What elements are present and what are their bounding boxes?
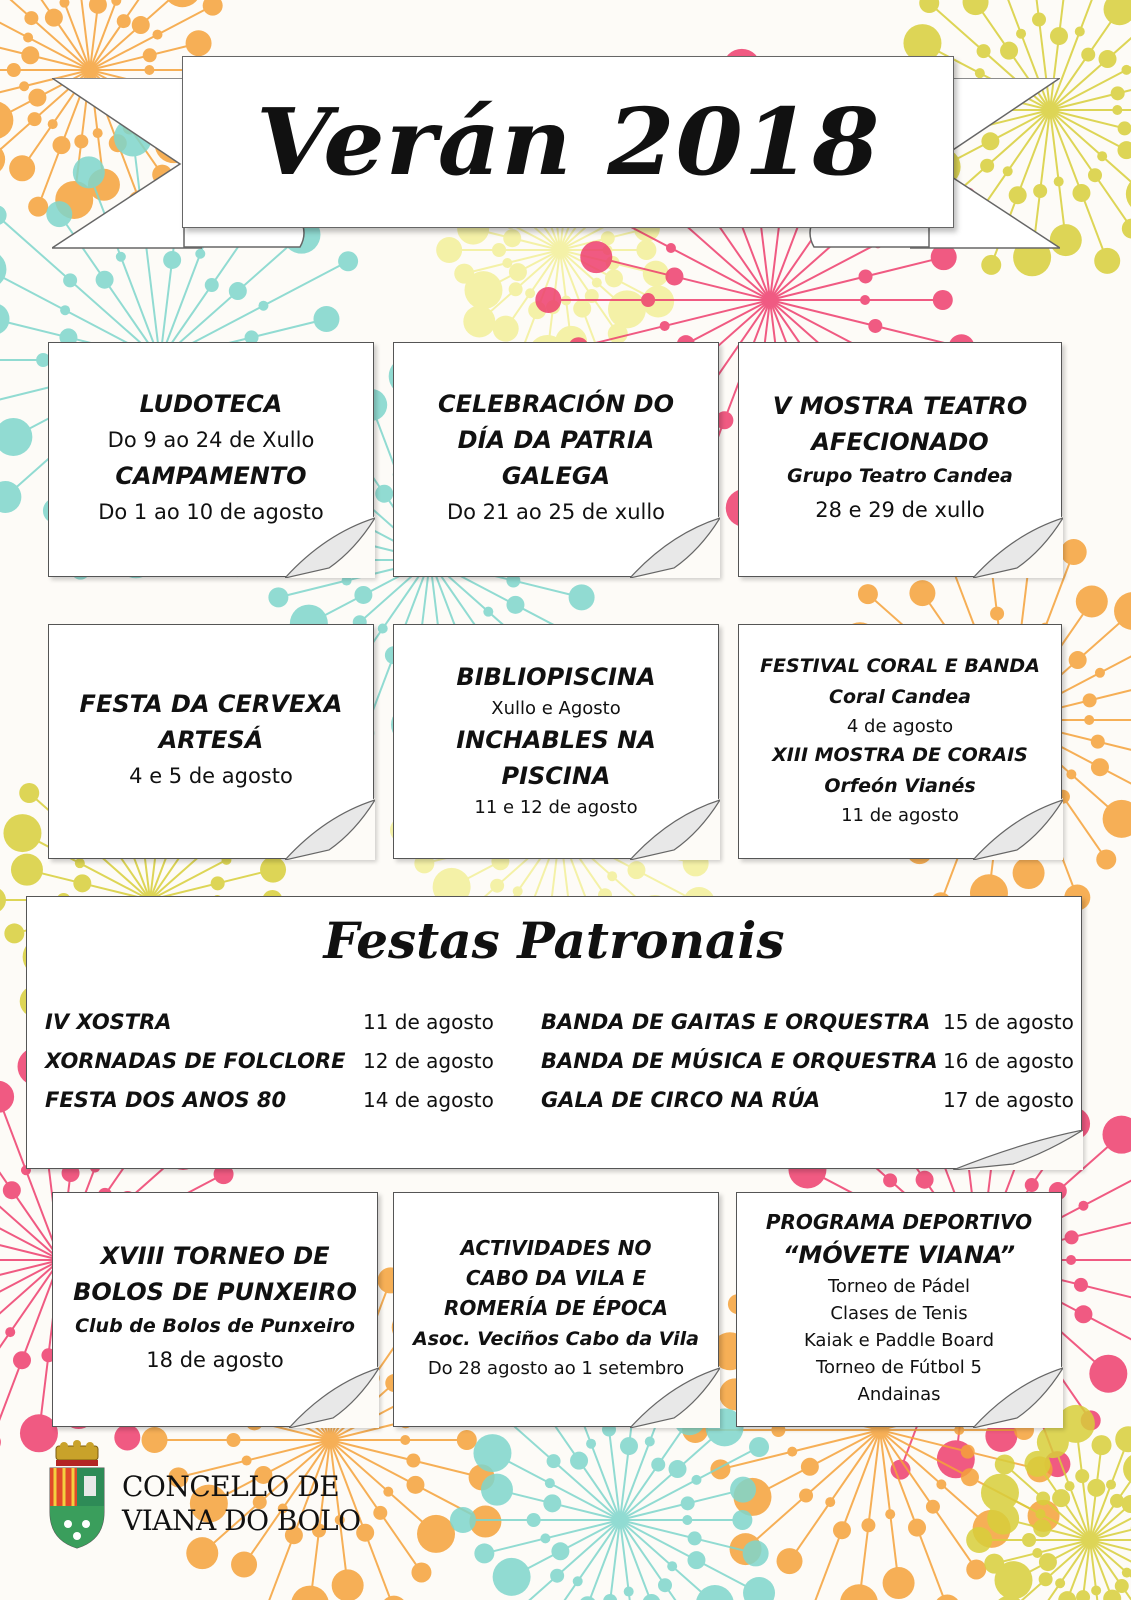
festa-date: 12 de agosto bbox=[363, 1049, 494, 1073]
card-detail: 4 e 5 de agosto bbox=[129, 763, 293, 788]
festa-date: 11 de agosto bbox=[363, 1010, 494, 1034]
festa-date: 17 de agosto bbox=[943, 1088, 1074, 1112]
event-card-cabo-da-vila bbox=[393, 1192, 719, 1427]
page-curl-icon bbox=[630, 516, 720, 578]
card-heading: DÍA DA PATRIA bbox=[457, 425, 655, 454]
organization-line-1: CONCELLO DE bbox=[122, 1470, 340, 1503]
card-heading: XVIII TORNEO DE bbox=[100, 1241, 330, 1270]
event-card-teatro bbox=[738, 342, 1062, 577]
festa-date-cell bbox=[943, 1003, 1074, 1041]
card-heading: ROMERÍA DE ÉPOCA bbox=[444, 1296, 668, 1320]
page-curl-icon bbox=[289, 1366, 379, 1428]
card-heading: BIBLIOPISCINA bbox=[456, 662, 656, 691]
card-detail: Do 28 agosto ao 1 setembro bbox=[427, 1358, 685, 1379]
card-detail: Clases de Tenis bbox=[830, 1303, 968, 1324]
event-card-movete-viana bbox=[736, 1192, 1062, 1427]
page-curl-icon bbox=[953, 1130, 1083, 1170]
page-curl-icon bbox=[973, 1366, 1063, 1428]
card-organizer: Club de Bolos de Punxeiro bbox=[75, 1314, 355, 1337]
title-banner bbox=[182, 56, 954, 228]
card-organizer: Coral Candea bbox=[829, 685, 971, 708]
card-organizer: Grupo Teatro Candea bbox=[787, 464, 1013, 487]
card-heading: “MÓVETE VIANA” bbox=[782, 1241, 1016, 1269]
card-heading: ACTIVIDADES NO bbox=[460, 1236, 652, 1260]
card-heading: V MOSTRA TEATRO bbox=[772, 391, 1028, 420]
festa-date-cell bbox=[363, 1003, 494, 1041]
festa-row bbox=[541, 1042, 938, 1080]
card-heading: CAMPAMENTO bbox=[115, 461, 307, 490]
card-detail: Do 1 ao 10 de agosto bbox=[98, 499, 324, 524]
festa-date: 14 de agosto bbox=[363, 1088, 494, 1112]
card-detail: Do 21 ao 25 de xullo bbox=[446, 499, 666, 524]
festa-date-cell bbox=[363, 1042, 494, 1080]
card-heading: PROGRAMA DEPORTIVO bbox=[765, 1210, 1033, 1234]
card-heading: GALEGA bbox=[501, 461, 611, 490]
event-card-cervexa bbox=[48, 624, 374, 859]
festa-date-cell bbox=[943, 1081, 1074, 1119]
festa-row bbox=[45, 1003, 172, 1041]
festa-date: 16 de agosto bbox=[943, 1049, 1074, 1073]
card-heading: CABO DA VILA E bbox=[465, 1266, 647, 1290]
card-detail: Do 9 ao 24 de Xullo bbox=[107, 427, 315, 452]
card-detail: Xullo e Agosto bbox=[491, 697, 621, 719]
festa-name: FESTA DOS ANOS 80 bbox=[45, 1088, 287, 1112]
card-detail: 11 de agosto bbox=[841, 804, 959, 826]
event-card-patria-galega bbox=[393, 342, 719, 577]
event-card-bolos bbox=[52, 1192, 378, 1427]
card-detail: 28 e 29 de xullo bbox=[815, 497, 985, 522]
card-heading: LUDOTECA bbox=[139, 389, 283, 418]
card-detail: 18 de agosto bbox=[146, 1347, 284, 1372]
card-heading: AFECIONADO bbox=[811, 427, 989, 456]
festa-date-cell bbox=[363, 1081, 494, 1119]
card-detail: Andainas bbox=[857, 1384, 941, 1405]
card-heading: FESTIVAL CORAL E BANDA bbox=[760, 654, 1040, 677]
festa-date: 15 de agosto bbox=[943, 1010, 1074, 1034]
festa-row bbox=[541, 1081, 820, 1119]
organization-line-2: VIANA DO BOLO bbox=[122, 1504, 361, 1537]
festas-patronais-panel bbox=[26, 896, 1082, 1169]
page-curl-icon bbox=[285, 516, 375, 578]
page-curl-icon bbox=[630, 798, 720, 860]
coat-of-arms-icon bbox=[46, 1440, 108, 1550]
banner-ribbon-left bbox=[52, 78, 202, 250]
card-detail: 11 e 12 de agosto bbox=[474, 796, 638, 818]
page-curl-icon bbox=[973, 798, 1063, 860]
event-card-bibliopiscina bbox=[393, 624, 719, 859]
page-curl-icon bbox=[285, 798, 375, 860]
card-detail: Kaiak e Paddle Board bbox=[803, 1330, 995, 1351]
event-card-festival-coral bbox=[738, 624, 1062, 859]
card-heading: FESTA DA CERVEXA bbox=[79, 689, 343, 718]
card-heading: CELEBRACIÓN DO bbox=[437, 389, 674, 418]
event-card-ludoteca bbox=[48, 342, 374, 577]
card-detail: Torneo de Fútbol 5 bbox=[816, 1357, 982, 1378]
festa-name: GALA DE CIRCO NA RÚA bbox=[541, 1088, 821, 1112]
festa-name: BANDA DE GAITAS E ORQUESTRA bbox=[541, 1010, 931, 1034]
organization-name bbox=[122, 1470, 361, 1538]
festa-row bbox=[45, 1042, 346, 1080]
card-heading: ARTESÁ bbox=[158, 725, 264, 754]
card-organizer: Orfeón Vianés bbox=[824, 774, 976, 797]
festa-name: BANDA DE MÚSICA E ORQUESTRA bbox=[541, 1049, 938, 1073]
festas-title: Festas Patronais bbox=[323, 911, 785, 970]
page-title: Verán 2018 bbox=[255, 88, 881, 196]
page-curl-icon bbox=[630, 1366, 720, 1428]
card-heading: BOLOS DE PUNXEIRO bbox=[73, 1277, 357, 1306]
festa-row bbox=[45, 1081, 286, 1119]
festa-name: XORNADAS DE FOLCLORE bbox=[45, 1049, 346, 1073]
card-detail: 4 de agosto bbox=[846, 715, 954, 737]
card-heading: PISCINA bbox=[501, 761, 611, 790]
festa-row bbox=[541, 1003, 930, 1041]
card-organizer: Asoc. Veciños Cabo da Vila bbox=[413, 1328, 699, 1350]
festa-date-cell bbox=[943, 1042, 1074, 1080]
page-curl-icon bbox=[973, 516, 1063, 578]
card-heading: XIII MOSTRA DE CORAIS bbox=[772, 743, 1028, 766]
festa-name: IV XOSTRA bbox=[45, 1010, 172, 1034]
card-heading: INCHABLES NA bbox=[456, 725, 656, 754]
card-detail: Torneo de Pádel bbox=[827, 1276, 971, 1297]
